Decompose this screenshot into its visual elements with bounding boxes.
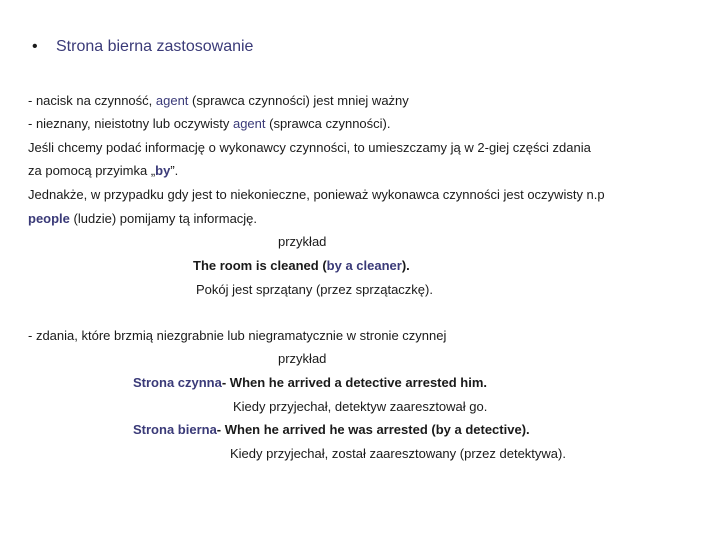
text-line-12 [133,375,487,391]
line-6-part-b: (ludzie) pomijamy tą informację. [69,211,258,226]
text-line-5 [28,187,605,203]
text-line-11 [278,351,326,367]
text-line-15 [230,446,566,462]
text-line-9 [196,282,433,298]
text-line-7 [278,234,326,250]
text-line-14 [133,422,530,438]
line-1-part-a: - nacisk na czynność, [28,93,156,108]
line-2-agent: agent [232,116,266,131]
line-8-part-c: ). [401,258,410,273]
passive-voice-label: Strona bierna [133,422,217,437]
text-line-1 [28,93,409,109]
example-label-1: przykład [278,234,327,249]
line-8-by-a-cleaner: by a cleaner [326,258,402,273]
line-10-text: - zdania, które brzmią niezgrabnie lub niegramatycznie w stronie czynnej [28,328,447,343]
passive-voice-sentence: - When he arrived he was arrested (by a detective). [216,422,530,437]
line-3-text: Jeśli chcemy podać informację o wykonawcy czynności, to umieszczamy ją w 2-giej części zdania [28,140,591,155]
line-15-text: Kiedy przyjechał, został zaaresztowany (przez detektywa). [230,446,566,461]
active-voice-sentence: - When he arrived a detective arrested him. [221,375,488,390]
line-5-text: Jednakże, w przypadku gdy jest to niekonieczne, ponieważ wykonawca czynności jest oczywisty n.p [28,187,605,202]
line-2-part-a: - nieznany, nieistotny lub oczywisty [28,116,233,131]
example-label-2: przykład [278,351,327,366]
title-bullet: • [32,38,38,55]
text-line-4 [28,163,178,179]
line-8-part-a: The room is cleaned ( [193,258,327,273]
line-13-text: Kiedy przyjechał, detektyw zaaresztował go. [233,399,488,414]
line-4-part-a: za pomocą przyimka „ [28,163,156,178]
line-4-by: by [155,163,171,178]
text-line-6 [28,211,257,227]
line-2-part-c: (sprawca czynności). [265,116,391,131]
text-line-13 [233,399,487,415]
text-line-10 [28,328,446,344]
text-line-3 [28,140,591,156]
line-1-part-c: (sprawca czynności) jest mniej ważny [188,93,409,108]
text-line-8 [193,258,410,274]
line-4-part-c: ”. [170,163,179,178]
slide-title: Strona bierna zastosowanie [56,38,254,55]
line-9-text: Pokój jest sprzątany (przez sprzątaczkę). [196,282,433,297]
text-line-2 [28,116,391,132]
line-6-people: people [28,211,70,226]
active-voice-label: Strona czynna [133,375,222,390]
line-1-agent: agent [155,93,189,108]
